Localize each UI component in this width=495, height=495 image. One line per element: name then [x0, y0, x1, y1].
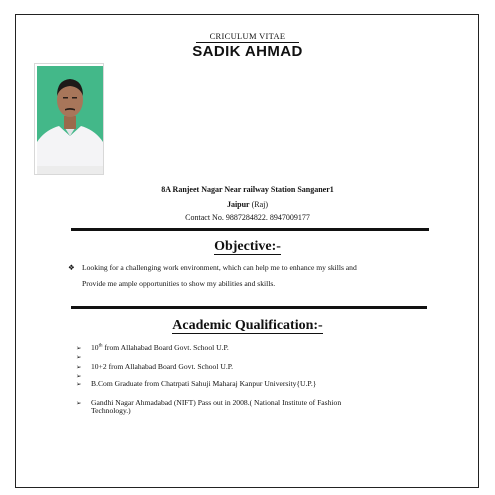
- state: (Raj): [249, 200, 269, 209]
- qualification-item: ➢ 10+2 from Allahabad Board Govt. School U.P.: [76, 362, 234, 371]
- city: Jaipur: [226, 200, 250, 209]
- arrow-bullet-icon: ➢: [76, 353, 82, 361]
- qualification-item: ➢ 10th from Allahabad Board Govt. School U.P.: [76, 343, 229, 352]
- qualification-item: ➢ Gandhi Nagar Ahmadabad (NIFT) Pass out in 2008.( National Institute of Fashion Technology.): [76, 398, 342, 415]
- arrow-bullet-icon: ➢: [76, 372, 82, 380]
- divider-top: [71, 228, 429, 231]
- candidate-name: SADIK AHMAD: [192, 43, 303, 60]
- arrow-bullet-icon: ➢: [76, 363, 82, 371]
- objective-heading: Objective:-: [214, 239, 281, 254]
- arrow-bullet-icon: ➢: [76, 344, 82, 352]
- arrow-bullet-icon: ➢: [76, 380, 82, 388]
- academic-heading: Academic Qualification:-: [172, 318, 323, 333]
- contact-line: Contact No. 9887284822. 8947009177: [185, 213, 310, 222]
- divider-middle: [71, 306, 427, 309]
- profile-photo: [34, 63, 104, 175]
- objective-line-2: Provide me ample opportunities to show my abilities and skills.: [82, 279, 276, 288]
- qualification-item-empty: [76, 352, 91, 361]
- arrow-bullet-icon: ➢: [76, 399, 82, 407]
- objective-line-1: ❖ Looking for a challenging work environment, which can help me to enhance my skills and: [68, 263, 357, 272]
- city-line: [0, 200, 495, 209]
- diamond-bullet-icon: ❖: [68, 263, 75, 272]
- qualification-item: ➢ B.Com Graduate from Chatrpati Sahuji Maharaj Kanpur University{U.P.}: [76, 379, 317, 388]
- address-line: 8A Ranjeet Nagar Near railway Station Sanganer1: [161, 185, 334, 194]
- cv-title: CRICULUM VITAE: [0, 31, 495, 43]
- profile-photo-image: [35, 64, 104, 175]
